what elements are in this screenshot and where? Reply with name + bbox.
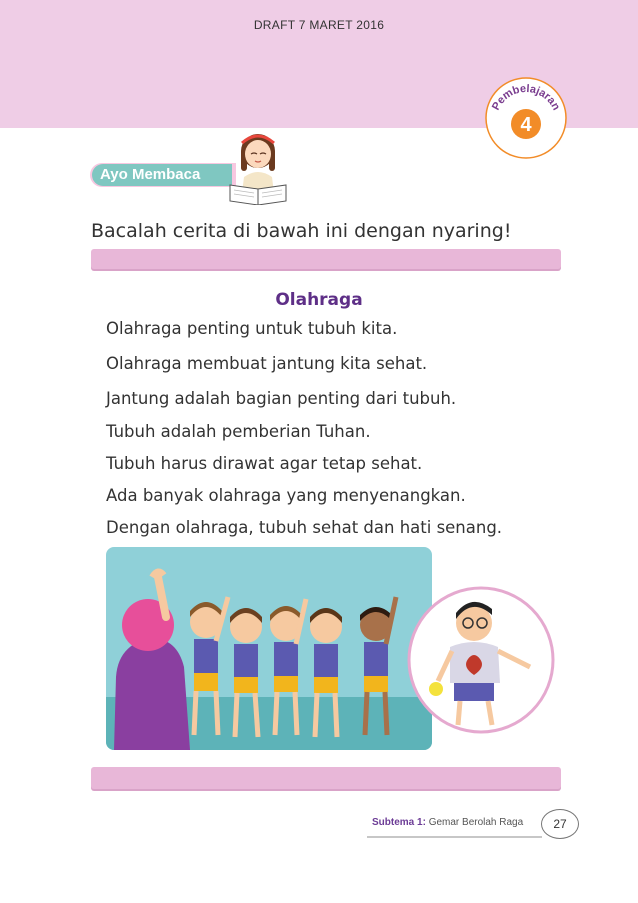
story-line: Tubuh adalah pemberian Tuhan. (106, 422, 371, 441)
heart-boy-illustration (406, 585, 556, 735)
lesson-badge (484, 76, 568, 160)
divider-bar-bottom (91, 767, 561, 789)
badge-label: Pembelajaran (489, 82, 563, 113)
story-line: Jantung adalah bagian penting dari tubuh. (106, 389, 457, 408)
story-line: Tubuh harus dirawat agar tetap sehat. (106, 454, 423, 473)
subtema-title: Gemar Berolah Raga (428, 817, 524, 828)
story-line: Ada banyak olahraga yang menyenangkan. (106, 486, 466, 505)
instruction-text: Bacalah cerita di bawah ini dengan nyaring! (91, 220, 512, 242)
draft-label: DRAFT 7 MARET 2016 (253, 18, 385, 32)
footer-subtema (372, 817, 523, 828)
exercise-scene-illustration (106, 547, 432, 750)
section-tab: Ayo Membaca (92, 164, 232, 186)
story-line: Olahraga membuat jantung kita sehat. (106, 354, 428, 373)
story-line: Dengan olahraga, tubuh sehat dan hati senang. (106, 518, 503, 537)
divider-bar-top (91, 249, 561, 269)
story-line: Olahraga penting untuk tubuh kita. (106, 319, 398, 338)
subtema-label: Subtema 1: (372, 817, 426, 828)
page-number: 27 (541, 809, 579, 839)
reading-girl-icon (228, 127, 290, 205)
footer-rule (367, 836, 542, 838)
story-title: Olahraga (275, 290, 363, 310)
badge-number: 4 (520, 114, 532, 136)
